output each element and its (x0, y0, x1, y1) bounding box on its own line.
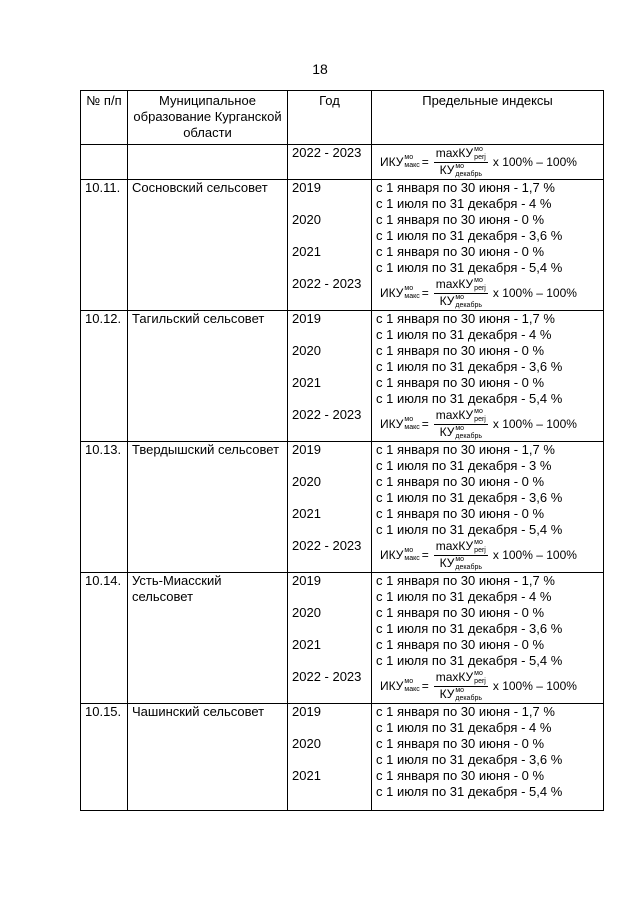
cell-year (288, 145, 372, 180)
index-formula (376, 145, 599, 179)
index-line: с 1 января по 30 июня - 1,7 % (376, 704, 555, 719)
formula-numerator (434, 277, 488, 294)
cell-num: 10.14. (81, 573, 128, 704)
formula-lhs-scripts (404, 154, 419, 170)
formula-den-sup: мо (455, 555, 465, 563)
formula-num-text: maxКУ (435, 407, 474, 422)
table-row-continuation (81, 145, 604, 180)
formula-lhs-sub: макс (404, 686, 420, 693)
formula-denominator (438, 556, 484, 572)
cell-year (288, 180, 372, 311)
index-formula (376, 407, 599, 441)
year-label: 2019 (292, 442, 321, 457)
formula-den-sub: декабрь (455, 694, 482, 702)
cell-num: 10.13. (81, 442, 128, 573)
formula-num-text: maxКУ (435, 538, 474, 553)
formula-num-sup: мо (474, 145, 483, 153)
formula-tail: x 100% – 100% (492, 417, 577, 431)
cell-name: Тагильский сельсовет (128, 311, 288, 442)
formula-num-sub: perj (474, 153, 486, 161)
index-line: с 1 января по 30 июня - 0 % (376, 605, 545, 620)
index-line: с 1 января по 30 июня - 0 % (376, 343, 545, 358)
formula-fraction (434, 670, 488, 703)
cell-indices (372, 704, 604, 811)
formula-denominator (438, 294, 484, 310)
index-line: с 1 июля по 31 декабря - 3,6 % (376, 359, 563, 374)
formula-num-sub: perj (474, 284, 486, 292)
formula-lhs-sup: мо (404, 154, 414, 161)
year-label: 2020 (292, 212, 321, 227)
cell-num: 10.11. (81, 180, 128, 311)
index-line: с 1 января по 30 июня - 0 % (376, 375, 545, 390)
table-row (81, 573, 604, 704)
year-label: 2020 (292, 736, 321, 751)
index-line: с 1 июля по 31 декабря - 5,4 % (376, 260, 563, 275)
formula-fraction (434, 277, 488, 310)
index-line: с 1 января по 30 июня - 0 % (376, 736, 545, 751)
formula-lhs-scripts (404, 547, 419, 563)
index-line: с 1 июля по 31 декабря - 4 % (376, 196, 552, 211)
formula-den-sup: мо (455, 162, 465, 170)
formula-lhs: ИКУ (380, 417, 404, 431)
index-line: с 1 июля по 31 декабря - 5,4 % (376, 784, 563, 799)
header-municipality: Муниципальное образование Курганской области (128, 91, 288, 145)
year-label: 2022 - 2023 (292, 407, 362, 422)
indices-table (80, 90, 604, 811)
index-line: с 1 июля по 31 декабря - 4 % (376, 589, 552, 604)
index-line: с 1 июля по 31 декабря - 5,4 % (376, 391, 563, 406)
index-line: с 1 января по 30 июня - 1,7 % (376, 311, 555, 326)
formula-den-sub: декабрь (455, 563, 482, 571)
cell-indices (372, 573, 604, 704)
cell-formula (372, 145, 604, 180)
index-line: с 1 июля по 31 декабря - 4 % (376, 720, 552, 735)
index-line: с 1 января по 30 июня - 0 % (376, 506, 545, 521)
formula-lhs-sub: макс (404, 162, 420, 169)
year-label: 2022 - 2023 (292, 276, 362, 291)
formula-lhs: ИКУ (380, 548, 404, 562)
formula-lhs-sup: мо (404, 547, 414, 554)
formula-den-text: КУ (439, 555, 455, 570)
formula-lhs: ИКУ (380, 679, 404, 693)
cell-name: Чашинский сельсовет (128, 704, 288, 811)
header-indices: Предельные индексы (372, 91, 604, 145)
year-label: 2019 (292, 704, 321, 719)
formula-lhs-scripts (404, 678, 419, 694)
formula-num-text: maxКУ (435, 669, 474, 684)
page-number: 18 (312, 61, 328, 77)
formula-tail: x 100% – 100% (492, 286, 577, 300)
table-row (81, 442, 604, 573)
index-formula (376, 538, 599, 572)
year-label: 2021 (292, 768, 321, 783)
index-line: с 1 января по 30 июня - 1,7 % (376, 180, 555, 195)
formula-numerator (434, 146, 488, 163)
year-label: 2019 (292, 180, 321, 195)
formula-eq: = (421, 548, 429, 562)
formula-denominator (438, 163, 484, 179)
index-formula (376, 276, 599, 310)
year-label: 2022 - 2023 (292, 669, 362, 684)
formula-den-sub: декабрь (455, 170, 482, 178)
index-line: с 1 июля по 31 декабря - 4 % (376, 327, 552, 342)
formula-denominator (438, 687, 484, 703)
index-formula (376, 669, 599, 703)
formula-denominator (438, 425, 484, 441)
index-line: с 1 января по 30 июня - 0 % (376, 768, 545, 783)
formula-lhs-sup: мо (404, 416, 414, 423)
index-line: с 1 июля по 31 декабря - 3,6 % (376, 621, 563, 636)
formula-lhs: ИКУ (380, 286, 404, 300)
cell-name: Сосновский сельсовет (128, 180, 288, 311)
year-label: 2020 (292, 474, 321, 489)
year-label: 2022 - 2023 (292, 145, 362, 160)
index-line: с 1 января по 30 июня - 0 % (376, 637, 545, 652)
formula-den-text: КУ (439, 686, 455, 701)
index-line: с 1 января по 30 июня - 0 % (376, 244, 545, 259)
index-line: с 1 января по 30 июня - 0 % (376, 212, 545, 227)
formula-tail: x 100% – 100% (492, 679, 577, 693)
formula-tail: x 100% – 100% (492, 548, 577, 562)
formula-den-sup: мо (455, 686, 465, 694)
formula-den-text: КУ (439, 424, 455, 439)
index-line: с 1 января по 30 июня - 1,7 % (376, 573, 555, 588)
formula-lhs-sup: мо (404, 285, 414, 292)
formula-num-sup: мо (474, 407, 483, 415)
year-label: 2019 (292, 573, 321, 588)
formula-lhs-scripts (404, 416, 419, 432)
formula-numerator (434, 408, 488, 425)
year-label: 2021 (292, 506, 321, 521)
year-label: 2020 (292, 605, 321, 620)
index-line: с 1 июля по 31 декабря - 3,6 % (376, 228, 563, 243)
formula-num-sup: мо (474, 538, 483, 546)
index-line: с 1 января по 30 июня - 1,7 % (376, 442, 555, 457)
cell-year (288, 442, 372, 573)
formula-lhs-sub: макс (404, 293, 420, 300)
table-header-row (81, 91, 604, 145)
formula-num-sub: perj (474, 677, 486, 685)
index-line: с 1 января по 30 июня - 0 % (376, 474, 545, 489)
formula-eq: = (421, 286, 429, 300)
cell-year (288, 311, 372, 442)
year-label: 2020 (292, 343, 321, 358)
cell-name (128, 145, 288, 180)
formula-den-sub: декабрь (455, 301, 482, 309)
formula-num-sub: perj (474, 546, 486, 554)
cell-year (288, 704, 372, 811)
index-line: с 1 июля по 31 декабря - 3 % (376, 458, 552, 473)
formula-lhs-sup: мо (404, 678, 414, 685)
index-line: с 1 июля по 31 декабря - 5,4 % (376, 653, 563, 668)
formula-den-sup: мо (455, 293, 465, 301)
formula-lhs-sub: макс (404, 424, 420, 431)
formula-fraction (434, 539, 488, 572)
cell-num (81, 145, 128, 180)
year-label: 2019 (292, 311, 321, 326)
table-row (81, 704, 604, 811)
cell-name: Твердышский сельсовет (128, 442, 288, 573)
formula-numerator (434, 539, 488, 556)
formula-lhs-scripts (404, 285, 419, 301)
index-line: с 1 июля по 31 декабря - 5,4 % (376, 522, 563, 537)
index-line: с 1 июля по 31 декабря - 3,6 % (376, 752, 563, 767)
index-line: с 1 июля по 31 декабря - 3,6 % (376, 490, 563, 505)
formula-den-sup: мо (455, 424, 465, 432)
cell-year (288, 573, 372, 704)
formula-fraction (434, 146, 488, 179)
table-row (81, 311, 604, 442)
cell-indices (372, 442, 604, 573)
cell-num: 10.15. (81, 704, 128, 811)
formula-num-sub: perj (474, 415, 486, 423)
formula-fraction (434, 408, 488, 441)
formula-num-sup: мо (474, 276, 483, 284)
year-label: 2021 (292, 637, 321, 652)
formula-eq: = (421, 417, 429, 431)
table-row (81, 180, 604, 311)
year-label: 2022 - 2023 (292, 538, 362, 553)
formula-den-sub: декабрь (455, 432, 482, 440)
cell-indices (372, 180, 604, 311)
formula-tail: x 100% – 100% (492, 155, 577, 169)
formula-num-text: maxКУ (435, 276, 474, 291)
header-year: Год (288, 91, 372, 145)
header-num: № п/п (81, 91, 128, 145)
formula-den-text: КУ (439, 162, 455, 177)
formula-num-text: maxКУ (435, 145, 474, 160)
formula-lhs: ИКУ (380, 155, 404, 169)
formula-den-text: КУ (439, 293, 455, 308)
year-label: 2021 (292, 244, 321, 259)
year-label: 2021 (292, 375, 321, 390)
cell-name: Усть-Миасский сельсовет (128, 573, 288, 704)
formula-numerator (434, 670, 488, 687)
cell-indices (372, 311, 604, 442)
formula-num-sup: мо (474, 669, 483, 677)
formula-eq: = (421, 155, 429, 169)
formula-lhs-sub: макс (404, 555, 420, 562)
formula-eq: = (421, 679, 429, 693)
cell-num: 10.12. (81, 311, 128, 442)
